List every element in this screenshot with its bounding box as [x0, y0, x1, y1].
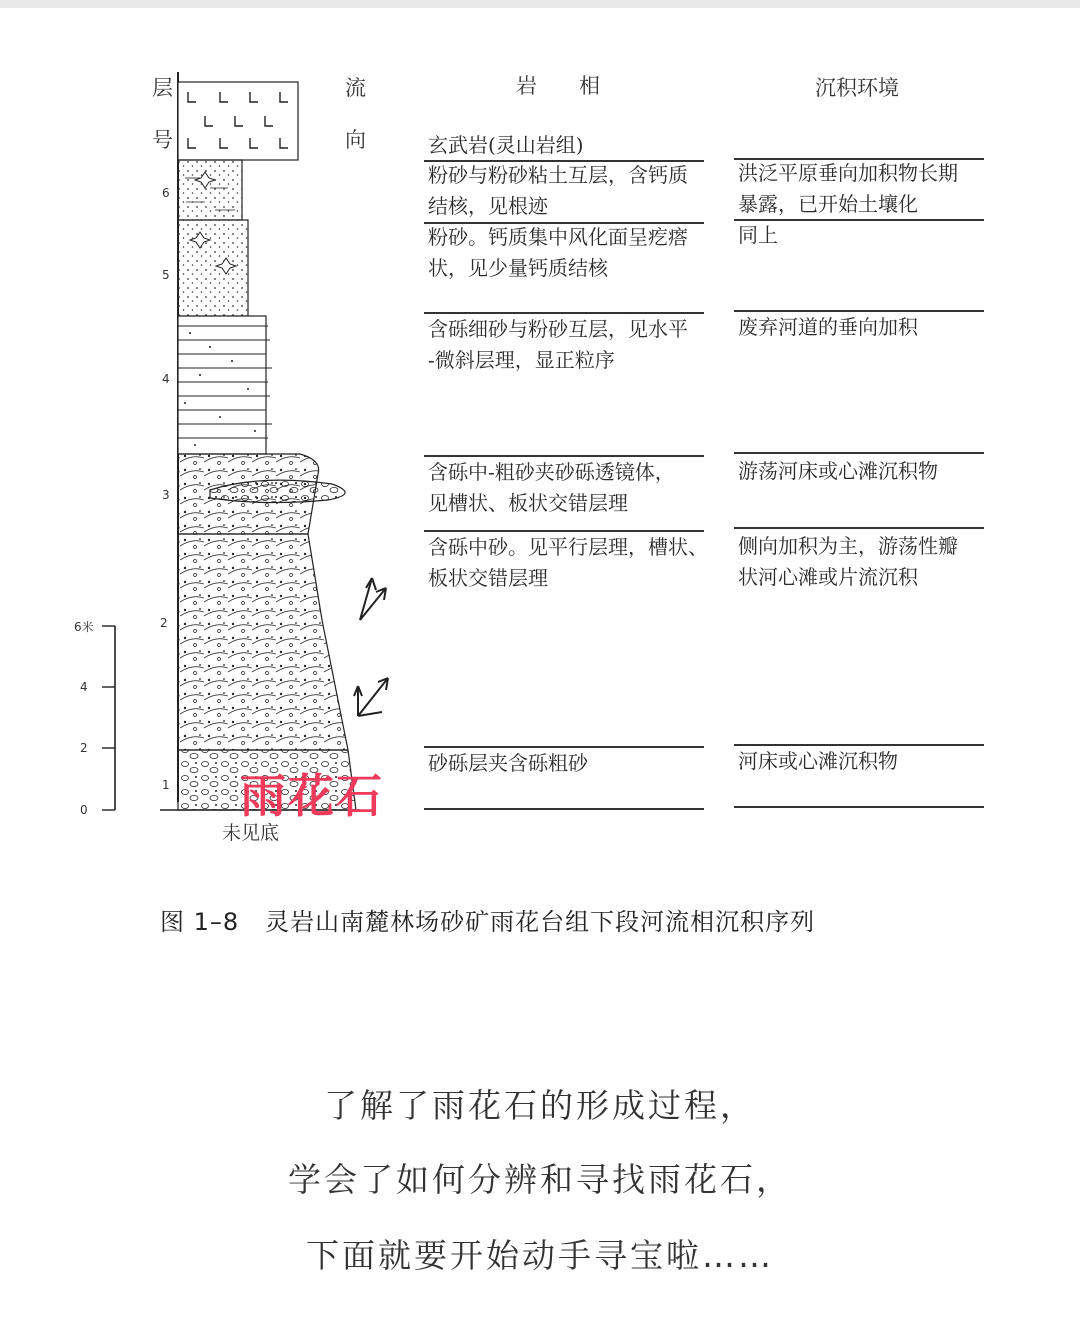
- lithofacies-5: [428, 222, 688, 284]
- lithofacies-4: [428, 314, 688, 376]
- paragraph-line-1: 了解了雨花石的形成过程，: [324, 1086, 756, 1125]
- layer-number-5: 5: [162, 268, 170, 282]
- lithofacies-1: [428, 748, 588, 779]
- bottom-note: 未见底: [222, 822, 280, 844]
- environment-6-line-2: 暴露，已开始土壤化: [738, 192, 918, 216]
- environment-2: [738, 531, 958, 593]
- environment-4: [738, 312, 918, 343]
- lithofacies-2: [428, 532, 708, 594]
- layer-number-3: 3: [162, 488, 170, 502]
- layer-number-1: 1: [162, 778, 170, 792]
- environment-4-line-1: 废弃河道的垂向加积: [738, 315, 918, 339]
- environment-2-line-1: 侧向加积为主，游荡性瓣: [738, 534, 958, 558]
- lithofacies-6-line-2: 结核，见根迹: [428, 194, 548, 218]
- layer-number-2: 2: [160, 616, 168, 630]
- lithofacies-6: [428, 160, 688, 222]
- environment-header: 沉积环境: [815, 76, 899, 100]
- lithofacies-3-line-2: 见槽状、板状交错层理: [428, 491, 628, 515]
- layer-no-label-1: 层: [152, 76, 173, 100]
- figure-title: 灵岩山南麓林场砂矿雨花台组下段河流相沉积序列: [265, 908, 816, 936]
- stratigraphic-column: [60, 60, 420, 840]
- scale-label-6m: 6米: [74, 620, 94, 634]
- top-bar: [0, 0, 1080, 8]
- paragraph-line-2: 学会了如何分辨和寻找雨花石，: [288, 1160, 792, 1199]
- environment-1: [738, 746, 898, 777]
- lithofacies-3: [428, 457, 675, 519]
- divider-env-bottom: [734, 806, 984, 808]
- environment-3: [738, 456, 938, 487]
- lithofacies-6-line-1: 粉砂与粉砂粘土互层，含钙质: [428, 163, 688, 187]
- environment-5: [738, 220, 778, 251]
- layer-number-6: 6: [162, 186, 170, 200]
- environment-6: [738, 158, 958, 220]
- scale-label-4: 4: [80, 680, 88, 694]
- layer-number-4: 4: [162, 372, 170, 386]
- environment-3-line-1: 游荡河床或心滩沉积物: [738, 459, 938, 483]
- paragraph-line-3: 下面就要开始动手寻宝啦……: [306, 1236, 774, 1275]
- divider-env-3: [734, 452, 984, 454]
- figure-number: 图 1–8: [160, 908, 240, 936]
- lithofacies-4-line-2: -微斜层理，显正粒序: [428, 348, 615, 372]
- layer-no-label-2: 号: [152, 128, 173, 152]
- scale-label-0: 0: [80, 803, 88, 817]
- stamp-text: 雨花石: [240, 769, 384, 823]
- lithofacies-2-line-2: 板状交错层理: [428, 566, 548, 590]
- flow-label-1: 流: [345, 76, 366, 100]
- divider-env-2: [734, 527, 984, 529]
- lithofacies-5-line-1: 粉砂。钙质集中风化面呈疙瘩: [428, 225, 688, 249]
- environment-1-line-1: 河床或心滩沉积物: [738, 749, 898, 773]
- environment-2-line-2: 状河心滩或片流沉积: [738, 565, 918, 589]
- lithofacies-3-line-1: 含砾中-粗砂夹砂砾透镜体，: [428, 460, 675, 484]
- environment-6-line-1: 洪泛平原垂向加积物长期: [738, 161, 958, 185]
- lithofacies-1-line-1: 砂砾层夹含砾粗砂: [428, 751, 588, 775]
- lithofacies-2-line-1: 含砾中砂。见平行层理，槽状、: [428, 535, 708, 559]
- flow-label-2: 向: [345, 128, 366, 152]
- scale-label-2: 2: [80, 741, 88, 755]
- environment-5-line-1: 同上: [738, 223, 778, 247]
- divider-lith-bottom: [424, 808, 704, 810]
- lithofacies-header: 岩 相: [516, 74, 600, 98]
- lithofacies-5-line-2: 状，见少量钙质结核: [428, 256, 608, 280]
- lithofacies-4-line-1: 含砾细砂与粉砂互层，见水平: [428, 317, 688, 341]
- figure-caption: [160, 902, 815, 937]
- top-unit: 玄武岩(灵山岩组): [428, 133, 584, 157]
